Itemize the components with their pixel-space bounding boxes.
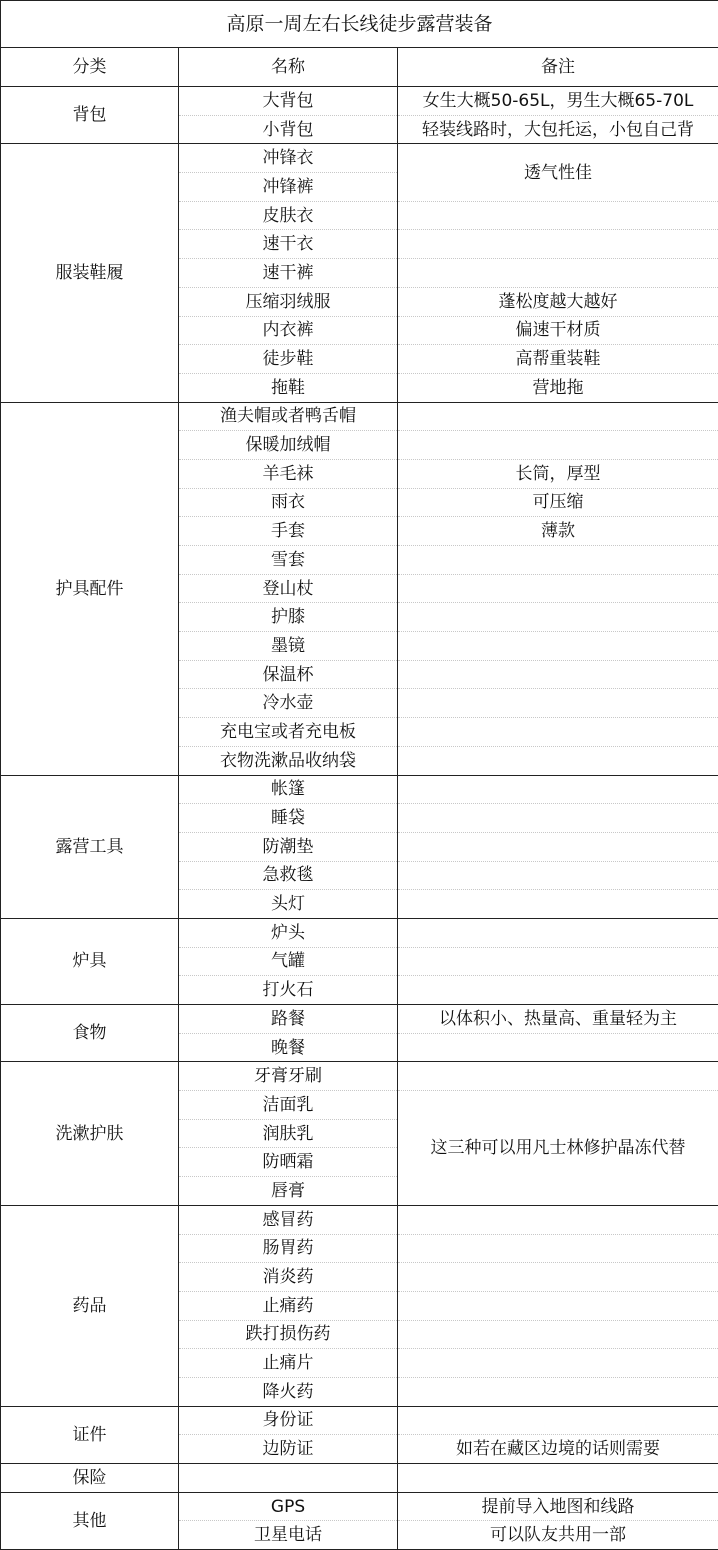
item-name-cell: 身份证 (179, 1406, 398, 1435)
item-name-cell: 冲锋衣 (179, 144, 398, 173)
item-note-cell (398, 775, 718, 804)
item-note-cell (398, 1320, 718, 1349)
item-name-cell: 徒步鞋 (179, 345, 398, 374)
item-name-cell: 护膝 (179, 603, 398, 632)
item-note-cell: 长筒，厚型 (398, 459, 718, 488)
item-name-cell: 防潮垫 (179, 832, 398, 861)
item-name-cell: 充电宝或者充电板 (179, 718, 398, 747)
item-note-cell (398, 1291, 718, 1320)
item-name-cell (179, 1464, 398, 1493)
item-name-cell: 手套 (179, 517, 398, 546)
item-name-cell: 炉头 (179, 918, 398, 947)
table-row (1, 1406, 718, 1435)
table-row (1, 1005, 718, 1034)
item-note-cell (398, 832, 718, 861)
item-note-cell (398, 660, 718, 689)
item-name-cell: 帐篷 (179, 775, 398, 804)
item-note-cell (398, 574, 718, 603)
header-row (1, 48, 718, 87)
item-name-cell: 路餐 (179, 1005, 398, 1034)
item-name-cell: 睡袋 (179, 804, 398, 833)
title-row (1, 1, 718, 48)
item-note-cell: 薄款 (398, 517, 718, 546)
table-row (1, 402, 718, 431)
table-row (1, 918, 718, 947)
table-row (1, 775, 718, 804)
item-note-cell (398, 201, 718, 230)
item-note-cell: 以体积小、热量高、重量轻为主 (398, 1005, 718, 1034)
item-note-cell (398, 546, 718, 575)
item-note-cell (398, 1033, 718, 1062)
item-name-cell: 拖鞋 (179, 373, 398, 402)
item-note-cell (398, 603, 718, 632)
item-note-cell (398, 230, 718, 259)
table-row (1, 87, 718, 116)
item-name-cell: 小背包 (179, 115, 398, 144)
table-row (1, 1062, 718, 1091)
item-name-cell: 边防证 (179, 1435, 398, 1464)
item-note-cell: 透气性佳 (398, 144, 718, 201)
category-cell: 炉具 (1, 918, 179, 1004)
item-name-cell: 保温杯 (179, 660, 398, 689)
item-name-cell: 打火石 (179, 976, 398, 1005)
item-name-cell: 消炎药 (179, 1263, 398, 1292)
item-name-cell: 肠胃药 (179, 1234, 398, 1263)
item-name-cell: 大背包 (179, 87, 398, 116)
item-name-cell: 降火药 (179, 1377, 398, 1406)
item-name-cell: 保暖加绒帽 (179, 431, 398, 460)
item-name-cell: 羊毛袜 (179, 459, 398, 488)
category-cell: 服装鞋履 (1, 144, 179, 402)
item-note-cell (398, 918, 718, 947)
item-name-cell: 晚餐 (179, 1033, 398, 1062)
item-note-cell (398, 1234, 718, 1263)
item-note-cell: 营地拖 (398, 373, 718, 402)
table-row (1, 144, 718, 173)
item-name-cell: 牙膏牙刷 (179, 1062, 398, 1091)
item-note-cell: 女生大概50-65L，男生大概65-70L (398, 87, 718, 116)
item-name-cell: 冲锋裤 (179, 173, 398, 202)
table-row (1, 1464, 718, 1493)
item-name-cell: 冷水壶 (179, 689, 398, 718)
item-name-cell: 皮肤衣 (179, 201, 398, 230)
item-name-cell: 衣物洗漱品收纳袋 (179, 746, 398, 775)
item-name-cell: 气罐 (179, 947, 398, 976)
item-note-cell (398, 632, 718, 661)
category-cell: 其他 (1, 1492, 179, 1549)
item-note-cell: 如若在藏区边境的话则需要 (398, 1435, 718, 1464)
header-category: 分类 (1, 48, 179, 87)
item-note-cell: 提前导入地图和线路 (398, 1492, 718, 1521)
item-note-cell (398, 402, 718, 431)
item-name-cell: 内衣裤 (179, 316, 398, 345)
item-name-cell: 雪套 (179, 546, 398, 575)
category-cell: 药品 (1, 1205, 179, 1406)
item-name-cell: 登山杖 (179, 574, 398, 603)
item-note-cell (398, 804, 718, 833)
item-note-cell (398, 689, 718, 718)
item-name-cell: 止痛片 (179, 1349, 398, 1378)
table-row (1, 1492, 718, 1521)
item-name-cell: 速干衣 (179, 230, 398, 259)
item-note-cell (398, 431, 718, 460)
table-row (1, 1205, 718, 1234)
item-note-cell: 蓬松度越大越好 (398, 287, 718, 316)
item-name-cell: 唇膏 (179, 1177, 398, 1206)
item-note-cell (398, 1062, 718, 1091)
item-note-cell: 可压缩 (398, 488, 718, 517)
item-note-cell (398, 890, 718, 919)
item-note-cell (398, 1349, 718, 1378)
category-cell: 食物 (1, 1005, 179, 1062)
item-note-cell (398, 1263, 718, 1292)
item-name-cell: 止痛药 (179, 1291, 398, 1320)
item-name-cell: 速干裤 (179, 259, 398, 288)
item-note-cell (398, 1406, 718, 1435)
header-note: 备注 (398, 48, 718, 87)
item-name-cell: 感冒药 (179, 1205, 398, 1234)
item-name-cell: 雨衣 (179, 488, 398, 517)
item-note-cell: 可以队友共用一部 (398, 1521, 718, 1550)
item-note-cell (398, 947, 718, 976)
category-cell: 护具配件 (1, 402, 179, 775)
category-cell: 露营工具 (1, 775, 179, 918)
item-name-cell: 压缩羽绒服 (179, 287, 398, 316)
item-note-cell (398, 861, 718, 890)
item-note-cell (398, 1464, 718, 1493)
item-note-cell: 轻装线路时，大包托运，小包自己背 (398, 115, 718, 144)
item-note-cell (398, 1205, 718, 1234)
item-note-cell (398, 746, 718, 775)
item-note-cell: 偏速干材质 (398, 316, 718, 345)
category-cell: 保险 (1, 1464, 179, 1493)
category-cell: 背包 (1, 87, 179, 144)
category-cell: 证件 (1, 1406, 179, 1463)
item-name-cell: 跌打损伤药 (179, 1320, 398, 1349)
item-note-cell: 高帮重装鞋 (398, 345, 718, 374)
item-name-cell: 头灯 (179, 890, 398, 919)
category-cell: 洗漱护肤 (1, 1062, 179, 1205)
item-name-cell: 润肤乳 (179, 1119, 398, 1148)
item-note-cell (398, 1377, 718, 1406)
header-name: 名称 (179, 48, 398, 87)
item-note-cell (398, 718, 718, 747)
item-name-cell: 卫星电话 (179, 1521, 398, 1550)
table-title: 高原一周左右长线徒步露营装备 (1, 1, 718, 48)
item-note-cell (398, 259, 718, 288)
item-name-cell: GPS (179, 1492, 398, 1521)
item-name-cell: 渔夫帽或者鸭舌帽 (179, 402, 398, 431)
item-note-cell (398, 976, 718, 1005)
item-note-cell: 这三种可以用凡士林修护晶冻代替 (398, 1091, 718, 1206)
item-name-cell: 洁面乳 (179, 1091, 398, 1120)
item-name-cell: 墨镜 (179, 632, 398, 661)
item-name-cell: 急救毯 (179, 861, 398, 890)
item-name-cell: 防晒霜 (179, 1148, 398, 1177)
